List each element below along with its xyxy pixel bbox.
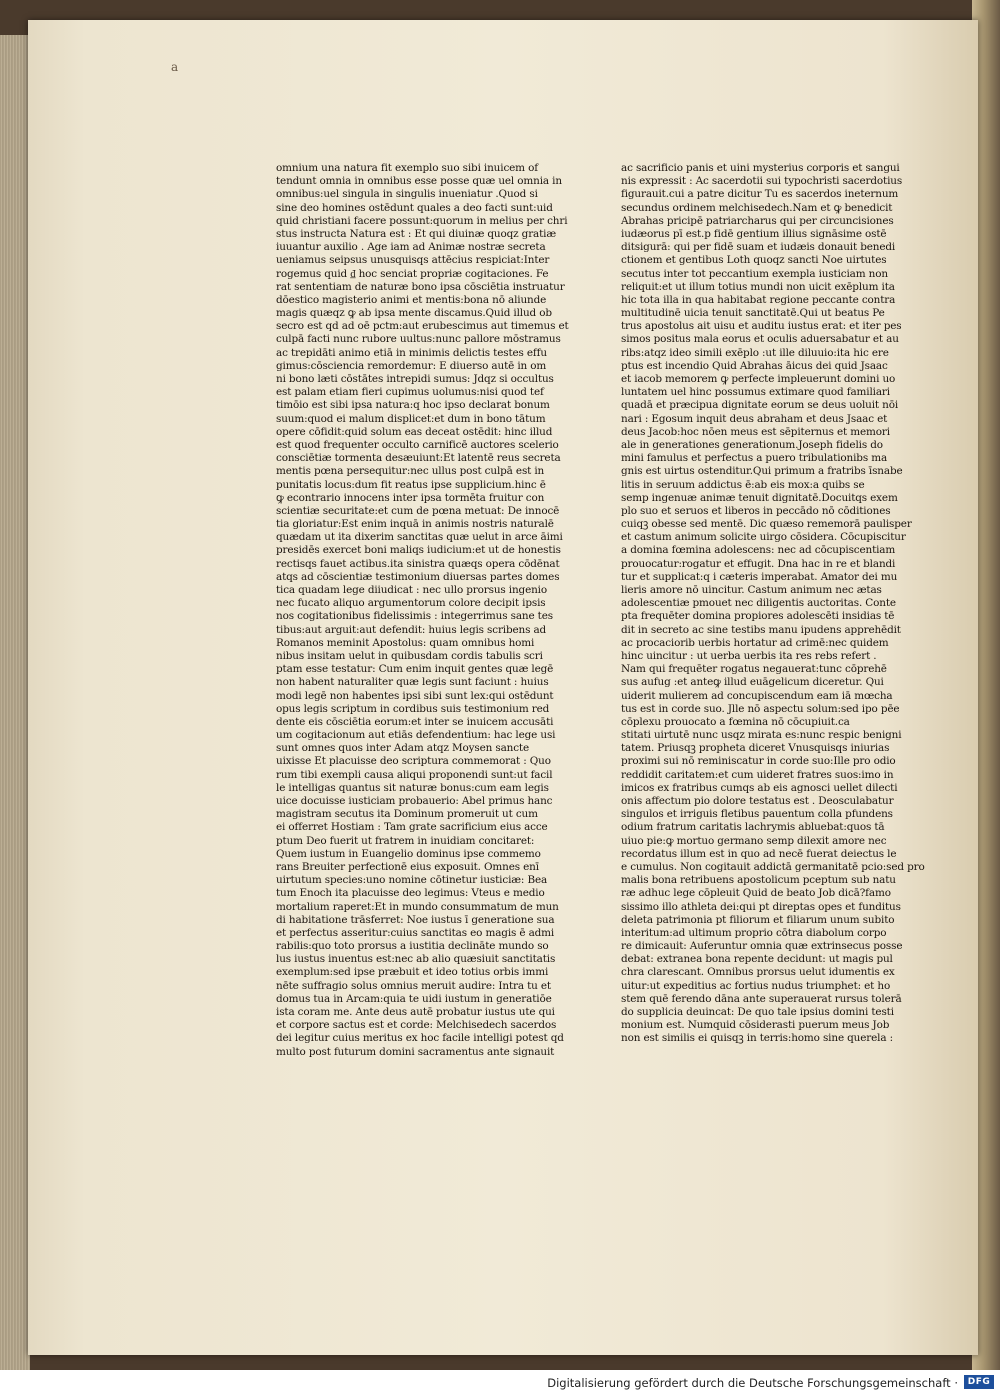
text-line: quid christiani facere possunt:quorum in melius per chri: [276, 214, 568, 227]
text-line: nis expressit : Ac sacerdotii sui typochristi sacerdotius: [621, 175, 903, 188]
text-line: tia gloriatur:Est enim inquā in animis nostris naturalē: [276, 518, 554, 531]
text-line: quadā et præcipua dignitate eorum se deus uoluit nōi: [621, 399, 899, 412]
text-line: nibus insitam uelut in quibusdam cordis tabulis scri: [276, 649, 543, 662]
text-line: pta frequēter domina propiores adolescēti insidias tē: [621, 610, 895, 623]
text-line: Romanos meminit Apostolus: quam omnibus homi: [276, 636, 535, 649]
text-column-right: [621, 162, 925, 1046]
text-line: di habitatione trāsferret: Noe iustus ī generatione sua: [276, 913, 555, 926]
text-line: stitati uirtutē nunc usqz mirata es:nunc respic benigni: [621, 729, 902, 742]
text-line: e cumulus. Non cogitauit addictā germanitatē pcio:sed pro: [621, 860, 925, 873]
text-line: nari : Egosum inquit deus abraham et deus Jsaac et: [621, 412, 888, 425]
text-line: secro est qd ad oē pctm:aut erubescimus aut timemus et: [276, 320, 569, 333]
dfg-logo: DFG: [964, 1375, 994, 1389]
text-line: atqs ad cōscientiæ testimonium diuersas partes domes: [276, 570, 560, 583]
text-line: ac sacrificio panis et uini mysterius corporis et sangui: [621, 162, 900, 174]
text-line: lieris amore nō uincitur. Castum animum nec ætas: [621, 584, 882, 596]
text-line: ac trepidāti animo etiā in minimis delictis testes effu: [276, 346, 547, 359]
text-line: culpā facti nunc rubore uultus:nunc pallore mōstramus: [276, 333, 561, 346]
text-line: ribs:atqz ideo simili exēplo :ut ille diluuio:ita hic ere: [621, 346, 889, 359]
text-line: deleta patrimonia pt filiorum et filiarum unum subito: [621, 913, 895, 926]
text-line: domus tua in Arcam:quia te uidi iustum in generatiōe: [276, 992, 552, 1005]
text-line: et castum animum solicite uirgo cōsidera. Cōcupiscitur: [621, 531, 906, 544]
text-line: luntatem uel hinc possumus extimare quod familiari: [621, 386, 890, 399]
text-line: rat sententiam de naturæ bono ipsa cōsciētia instruatur: [276, 280, 565, 293]
text-line: iuuantur auxilio . Age iam ad Animæ nostræ secreta: [276, 241, 546, 254]
text-line: stem quē ferendo dāna ante superauerat rursus tolerā: [621, 992, 902, 1005]
text-line: prouocatur:rogatur et effugit. Dna hac in re et blandi: [621, 557, 896, 570]
text-line: sissimo illo athleta dei:qui pt direptas opes et funditus: [621, 900, 901, 913]
text-line: stus instructa Natura est : Et qui diuinæ quoqz gratiæ: [276, 227, 557, 240]
text-line: mortalium raperet:Et in mundo consummatum de mun: [276, 900, 559, 913]
text-line: omnium una natura fit exemplo suo sibi inuicem of: [276, 162, 538, 174]
text-line: rectisqs fauet actibus.ita sinistra quæqs opera cōdēnat: [276, 557, 560, 570]
text-line: nēte suffragio solus omnius meruit audire: Intra tu et: [276, 979, 551, 992]
text-line: interitum:ad ultimum proprio cōtra diabolum corpo: [621, 926, 887, 939]
text-line: gimus:cōsciencia remordemur: E diuerso autē in om: [276, 359, 547, 372]
text-line: malis bona retribuens apostolicum pceptum sub natu: [621, 874, 896, 887]
text-line: tica quadam lege diiudicat : nec ullo prorsus ingenio: [276, 584, 547, 596]
text-line: do supplicia deuincat: De quo tale ipsius domini testi: [621, 1006, 894, 1018]
text-line: litis in seruum addictus ē:ab eis mox:a quibs se: [621, 478, 865, 491]
text-line: Nam qui frequēter rogatus negauerat:tunc cōprehē: [621, 663, 887, 676]
text-line: consciētiæ tormenta desæuiunt:Et latentē reus secreta: [276, 452, 561, 465]
text-line: ræ adhuc lege cōpleuit Quid de beato Job dicā?famo: [621, 887, 891, 900]
text-line: onis affectum pio dolore testatus est . Deosculabatur: [621, 795, 894, 807]
text-line: um cogitacionum aut etiās defendentium: hac lege usi: [276, 729, 556, 742]
text-line: secutus inter tot peccantium exempla iusticiam non: [621, 267, 888, 280]
text-line: proximi sui nō reminiscatur in corde suo:Ille pro odio: [621, 755, 896, 768]
text-line: reliquit:et ut illum totius mundi non uicit exēplum ita: [621, 280, 895, 293]
text-line: tum Enoch ita placuisse deo legimus: Vteus e medio: [276, 887, 545, 900]
text-line: figurauit.cui a patre dicitur Tu es sacerdos ineternum: [621, 188, 899, 201]
text-line: punitatis locus:dum fit reatus ipse supplicium.hinc ē: [276, 478, 546, 491]
text-line: et perfectus asseritur:cuius sanctitas eo magis ē admi: [276, 926, 555, 939]
text-line: non est similis ei quisqꝫ in terris:homo sine querela :: [621, 1032, 893, 1045]
text-line: mentis pœna persequitur:nec ullus post culpā est in: [276, 465, 545, 478]
text-line: opus legis scriptum in cordibus suis testimonium red: [276, 702, 550, 715]
text-line: est quod frequenter occulto carnificē auctores scelerio: [276, 438, 559, 451]
text-line: ꝙ econtrario innocens inter ipsa tormēta fruitur con: [276, 491, 545, 504]
text-line: rum tibi exempli causa aliqui proponendi sunt:ut facil: [276, 768, 553, 781]
text-line: a domina fœmina adolescens: nec ad cōcupiscentiam: [621, 544, 896, 557]
text-line: ptus est incendio Quid Abrahas āicus dei quid Jsaac: [621, 359, 888, 372]
text-line: adolescentiæ pmouet nec diligentis auctoritas. Conte: [621, 597, 896, 610]
text-line: debat: extranea bona repente decidunt: ut magis pul: [621, 953, 893, 966]
text-line: cōplexu prouocato a fœmina nō cōcupiuit.ca: [621, 715, 850, 728]
text-line: gnis est uirtus ostenditur.Qui primum a fratribs īsnabe: [621, 465, 903, 478]
text-line: ale in generationes generationum.Joseph fidelis do: [621, 438, 883, 451]
text-line: tus est in corde suo. Jlle nō aspectu solum:sed ipo pēe: [621, 702, 900, 715]
text-line: odium fratrum caritatis lachrymis abluebat:quos tā: [621, 821, 885, 834]
text-column-left: [276, 162, 569, 1059]
funding-credit: Digitalisierung gefördert durch die Deutsche Forschungsgemeinschaft ·: [547, 1376, 958, 1390]
text-line: tur et supplicat:q i cæteris imperabat. Amator dei mu: [621, 570, 898, 583]
text-line: monium est. Numquid cōsiderasti puerum meus Job: [621, 1019, 890, 1032]
text-line: secundus ordinem melchisedech.Nam et ꝙ benedicit: [621, 201, 893, 214]
text-line: imicos ex fratribus cumqs ab eis agnosci uellet dilecti: [621, 781, 898, 794]
text-line: nos cogitationibus fidelissimis : integerrimus sane tes: [276, 610, 553, 623]
text-line: ni bono læti cōstātes intrepidi sumus: Jdqz si occultus: [276, 373, 554, 385]
text-line: mini famulus et perfectus a puero tribulationibs ma: [621, 452, 888, 465]
text-line: sunt omnes quos inter Adam atqz Moysen sancte: [276, 742, 529, 755]
text-line: rabilis:quo toto prorsus a iustitia declināte mundo so: [276, 940, 549, 953]
text-line: sine deo homines ostēdunt quales a deo facti sunt:uid: [276, 201, 553, 214]
text-line: tibus:aut arguit:aut defendit: huius legis scribens ad: [276, 623, 547, 636]
text-line: presidēs exercet boni maliqs iudicium:et ut de honestis: [276, 544, 561, 557]
text-line: ei offerret Hostiam : Tam grate sacrificium eius acce: [276, 821, 548, 834]
text-line: trus apostolus ait uisu et auditu iustus erat: et iter pes: [621, 320, 902, 333]
text-line: suum:quod ei malum displicet:et dum in bono tātum: [276, 412, 546, 425]
text-line: uitur:ut expeditius ac fortius nudus triumphet: et ho: [621, 979, 891, 992]
text-line: deus Jacob:hoc nōen meus est sēpiternus et memori: [621, 425, 890, 438]
page-edges-left: [0, 35, 30, 1375]
text-line: quædam ut ita dixerim sanctitas quæ uelut in arce āimi: [276, 531, 563, 544]
text-line: ptam esse testatur: Cum enim inquit gentes quæ legē: [276, 663, 554, 676]
text-line: nec fucato aliquo argumentorum colore decipit ipsis: [276, 597, 546, 610]
text-line: uirtutum species:uno nomine cōtinetur iusticiæ: Bea: [276, 874, 548, 887]
text-line: lus iustus inuentus est:nec ab alio quæsiuit sanctitatis: [276, 953, 556, 966]
text-line: ueniamus seipsus unusquisqs attēcius respiciat:Inter: [276, 254, 550, 267]
text-line: ac procaciorib uerbis hortatur ad crimē:nec quidem: [621, 636, 889, 649]
text-line: timōio est sibi ipsa natura:q hoc ipso declarat bonum: [276, 399, 550, 412]
text-line: sus aufug :et anteꝙ illud euāgelicum diceretur. Qui: [621, 676, 884, 689]
text-line: multo post futurum domini sacramentus ante signauit: [276, 1045, 555, 1058]
text-line: modi legē non habentes ipsi sibi sunt lex:qui ostēdunt: [276, 689, 554, 702]
text-line: tatem. Priusqꝫ propheta diceret Vnusquisqs iniurias: [621, 742, 890, 755]
text-line: re dimicauit: Auferuntur omnia quæ extrinsecus posse: [621, 940, 903, 953]
folio-mark: a: [171, 60, 180, 74]
text-line: opere cōfidit:quid solum eas deceat ostēdit: hinc illud: [276, 425, 553, 438]
text-line: reddidit caritatem:et cum uideret fratres suos:imo in: [621, 768, 894, 781]
text-line: scientiæ securitate:et cum de pœna metuat: De innocē: [276, 504, 560, 517]
text-line: singulos et irriguis fletibus pauentum colla pfundens: [621, 808, 893, 821]
text-line: non habent naturaliter quæ legis sunt faciunt : huius: [276, 676, 549, 689]
text-line: uiderit mulierem ad concupiscendum eam iā mœcha: [621, 689, 893, 702]
text-line: ista coram me. Ante deus autē probatur iustus ute qui: [276, 1006, 555, 1018]
text-line: magis quæqz ꝙ ab ipsa mente discamus.Quid illud ob: [276, 307, 552, 320]
text-line: semp ingenuæ animæ tenuit dignitatē.Docuitqs exem: [621, 491, 898, 504]
text-line: dente eis cōsciētia eorum:et inter se inuicem accusāti: [276, 715, 554, 728]
text-line: hinc uincitur : ut uerba uerbis ita res rebs refert .: [621, 649, 877, 662]
text-line: simos positus mala eorus et oculis aduersabatur et au: [621, 333, 899, 346]
text-line: uiuo pie:ꝙ mortuo germano semp dilexit amore nec: [621, 834, 887, 847]
text-line: multitudinē uicia tenuit sanctitatē.Qui ut beatus Pe: [621, 307, 885, 320]
text-line: plo suo et seruos et liberos in peccādo nō cōditiones: [621, 504, 891, 517]
text-line: recordatus illum est in quo ad necē fuerat deiectus le: [621, 847, 897, 860]
text-line: ptum Deo fuerit ut fratrem in inuidiam concitaret:: [276, 834, 535, 847]
text-line: cuiqꝫ obesse sed mentē. Dic quæso rememorā paulisper: [621, 518, 912, 531]
text-line: le intelligas quantus sit naturæ bonus:cum eam legis: [276, 781, 549, 794]
text-line: ditsigurā: qui per fidē suam et iudæis donauit benedi: [621, 241, 896, 254]
text-line: chra clarescant. Omnibus prorsus uelut idumentis ex: [621, 966, 895, 979]
text-line: uixisse Et placuisse deo scriptura commemorat : Quo: [276, 755, 551, 768]
text-line: ctionem et gentibus Loth quoqz sancti Noe uirtutes: [621, 254, 887, 267]
text-line: hic tota illa in qua habitabat regione peccante contra: [621, 293, 896, 306]
text-line: et iacob memorem ꝙ perfecte impleuerunt domini uo: [621, 373, 896, 385]
text-line: rogemus quid ₫ hoc senciat propriæ cogitaciones. Fe: [276, 267, 549, 280]
text-line: dit in secreto ac sine testibs manu ipudens apprehēdit: [621, 623, 901, 636]
text-line: omnibus:uel singula in singulis inueniatur .Quod si: [276, 188, 538, 201]
text-line: exemplum:sed ipse præbuit et ideo totius orbis immi: [276, 966, 549, 979]
text-line: Quem iustum in Euangelio dominus ipse commemo: [276, 847, 541, 860]
text-line: dei legitur cuius meritus ex hoc facile intelligi potest qd: [276, 1032, 564, 1045]
text-line: uice docuisse iusticiam probauerio: Abel primus hanc: [276, 795, 553, 807]
text-line: est palam etiam fieri cupimus uolumus:nisi quod tef: [276, 386, 544, 399]
text-line: iudæorus pī est.p fidē gentium illius signāsime ostē: [621, 227, 887, 240]
text-line: tendunt omnia in omnibus esse posse quæ uel omnia in: [276, 175, 562, 188]
text-line: magistram secutus ita Dominum promeruit ut cum: [276, 808, 538, 821]
text-line: Abrahas pricipē patriarcharus qui per circuncisiones: [621, 214, 894, 227]
text-line: rans Breuiter perfectionē eius exposuit. Omnes enī: [276, 860, 539, 873]
text-line: et corpore sactus est et corde: Melchisedech sacerdos: [276, 1019, 557, 1032]
text-line: dōestico magisterio animi et mentis:bona nō aliunde: [276, 293, 547, 306]
